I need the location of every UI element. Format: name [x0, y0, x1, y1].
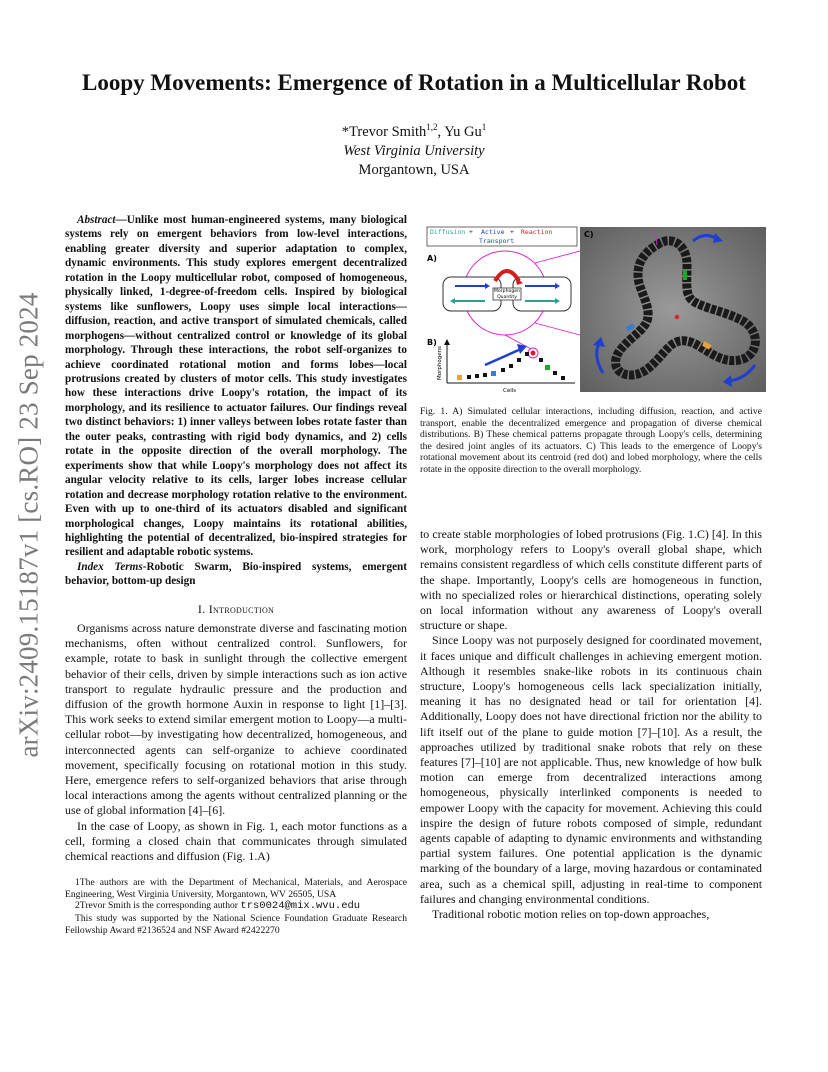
- paragraph: Traditional robotic motion relies on top-down approaches,: [432, 907, 710, 922]
- index-terms: Index Terms-Robotic Swarm, Bio-inspired systems, emergent behavior, bottom-up design: [65, 560, 407, 588]
- morphogen-label: Quantity: [497, 295, 517, 300]
- panel-c-label: C): [584, 230, 594, 239]
- email-link[interactable]: trs0024@mix.wvu.edu: [240, 900, 361, 913]
- legend-active: Active: [481, 228, 505, 236]
- direction-arrow-icon: [485, 349, 521, 365]
- section-heading: I. Introduction: [197, 601, 275, 616]
- paper-title: Loopy Movements: Emergence of Rotation in a Multicellular Robot: [82, 70, 746, 95]
- paragraph: Organisms across nature demonstrate diverse and fascinating motion mechanisms, often without centralized control. Sunflowers, for example, rotate to bask in sunlight through the collective emergent behavior of their cells, driven by simple interactions such as ion active transport to regulate hydraulic pressure and the production and diffusion of the growth hormone Auxin in response to light [1]–[3]. This work seeks to extend similar emergent motion to Loopy—a multi-cellular robot—by investigating how decentralized, homogeneous, and interconnected agents can self-organize to achieve coordinated movement, specifically focusing on rotational motion in this study. Here, emergence refers to self-organized behaviors that arise through local interactions among the agents without centralized planning or the use of global information [4]–[6].: [65, 620, 407, 818]
- legend-transport: Transport: [479, 237, 515, 245]
- figure-caption: Fig. 1. A) Simulated cellular interactions, including diffusion, reaction, and active transport, enable the decentralized emergence and propagation of diverse chemical distributions. B) These chemical patterns propagate through Loopy's cells, determining the desired joint angles of its actuators. C) This leads to the emergence of Loopy's rotational movement about its centroid (red dot) and lobed morphology, where the cells rotate in the opposite direction to the overall morphology.: [420, 406, 762, 475]
- paragraph: In the case of Loopy, as shown in Fig. 1, each motor functions as a cell, forming a closed chain that communicates through simulated chemical reactions and diffusion (Fig. 1.A): [65, 818, 407, 864]
- paragraph: to create stable morphologies of lobed protrusions (Fig. 1.C) [4]. In this work, morphology refers to Loopy's overall global shape, which remains consistent regardless of which cells constitute different parts of the shape. Importantly, Loopy's cells are homogeneous in function, with no specialized roles or hierarchical distinctions, operating solely on local information without any awareness of Loopy's overall structure or shape.: [420, 527, 762, 633]
- author-block: [200, 118, 628, 180]
- footnote: 1The authors are with the Department of Mechanical, Materials, and Aerospace Engineering, West Virginia University, Morgantown, WV 26505, USA: [65, 877, 407, 900]
- left-column: [65, 213, 407, 936]
- legend-plus: +: [510, 228, 514, 236]
- panel-a-label: A): [427, 254, 437, 263]
- paragraph: Since Loopy was not purposely designed for coordinated movement, it faces unique and difficult challenges in achieving emergent motion. Although it resembles snake-like robots in its continuous chain structure, Loopy's homogeneous cells lack specialization initially, meaning it has no designated head or tail for orientation [4]. Additionally, Loopy does not have directional friction nor the ability to lift itself out of the plane to guide motion [7]–[10]. As a result, the approaches utilized by traditional snake robots that rely on these features [7]–[10] are not applicable. Thus, new knowledge of how bulk motion can emerge from decentralized interactions among homogeneous, physically interlinked components is needed to empower Loopy with the capacity for movement. Achieving this could inspire the design of future robots composed of simple, redundant agents capable of adapting to dynamic environments and withstanding partial system failures. One potential application is the dynamic marking of the boundary of a large, moving hazardous or contaminated area, such as a chemical spill, adjusting in real-time to component failures and changing environmental conditions.: [420, 633, 762, 906]
- footnote: 2Trevor Smith is the corresponding author trs0024@mix.wvu.edu: [75, 900, 361, 913]
- morphogen-label: Morphogen: [494, 289, 520, 294]
- panel-b-label: B): [427, 338, 437, 347]
- footnote: This study was supported by the National Science Foundation Graduate Research Fellowship Award #2136524 and NSF Award #2422270: [65, 913, 407, 936]
- legend-plus: +: [469, 228, 473, 236]
- cell-left: [443, 277, 501, 311]
- right-column: [420, 527, 762, 922]
- affiliation: West Virginia University: [343, 142, 485, 159]
- figure-1: [425, 225, 768, 395]
- legend-diffusion: Diffusion: [430, 228, 466, 236]
- axis-y-label: Morphogens: [437, 346, 443, 380]
- author-names: *Trevor Smith$^{1,2}$, Yu Gu$^1$: [341, 122, 487, 140]
- location: Morgantown, USA: [358, 161, 470, 178]
- axis-x-label: Cells: [503, 388, 517, 394]
- arxiv-stamp: arXiv:2409.15187v1 [cs.RO] 23 Sep 2024: [13, 292, 44, 758]
- centroid-dot: [675, 315, 679, 319]
- abstract: Abstract—Unlike most human-engineered systems, many biological systems rely on emergent behaviors from low-level interactions, enabling greater diversity and superior adaptation to complex, dynamic environments. This study explores emergent decentralized rotation in the Loopy multicellular robot, composed of homogeneous, physically linked, 1-degree-of-freedom cells. Inspired by biological systems like sunflowers, Loopy uses simple local interactions—diffusion, reaction, and active transport of simulated chemicals, called morphogens—without centralized control or knowledge of its global morphology. Through these interactions, the robot self-organizes to achieve coordinated rotational motion and forms lobes—local protrusions created by clusters of motor cells. This study investigates how these interactions drive Loopy's rotation, the impact of its morphology, and its resilience to actuator failures. Our findings reveal two distinct behaviors: 1) inner valleys between lobes rotate faster than the outer peaks, contrasting with rigid body dynamics, and 2) cells rotate in the opposite direction of the overall morphology. The experiments show that while Loopy's morphology does not affect its angular velocity relative to its cells, larger lobes increase cellular rotation and decrease morphology rotation relative to the environment. Even with up to one-third of its actuators disabled and significant morphological changes, Loopy maintains its rotational abilities, highlighting the potential of decentralized, bio-inspired strategies for resilient and adaptable robotic systems.: [65, 214, 407, 559]
- legend-reaction: Reaction: [521, 228, 553, 236]
- morphogen-points: [457, 351, 565, 381]
